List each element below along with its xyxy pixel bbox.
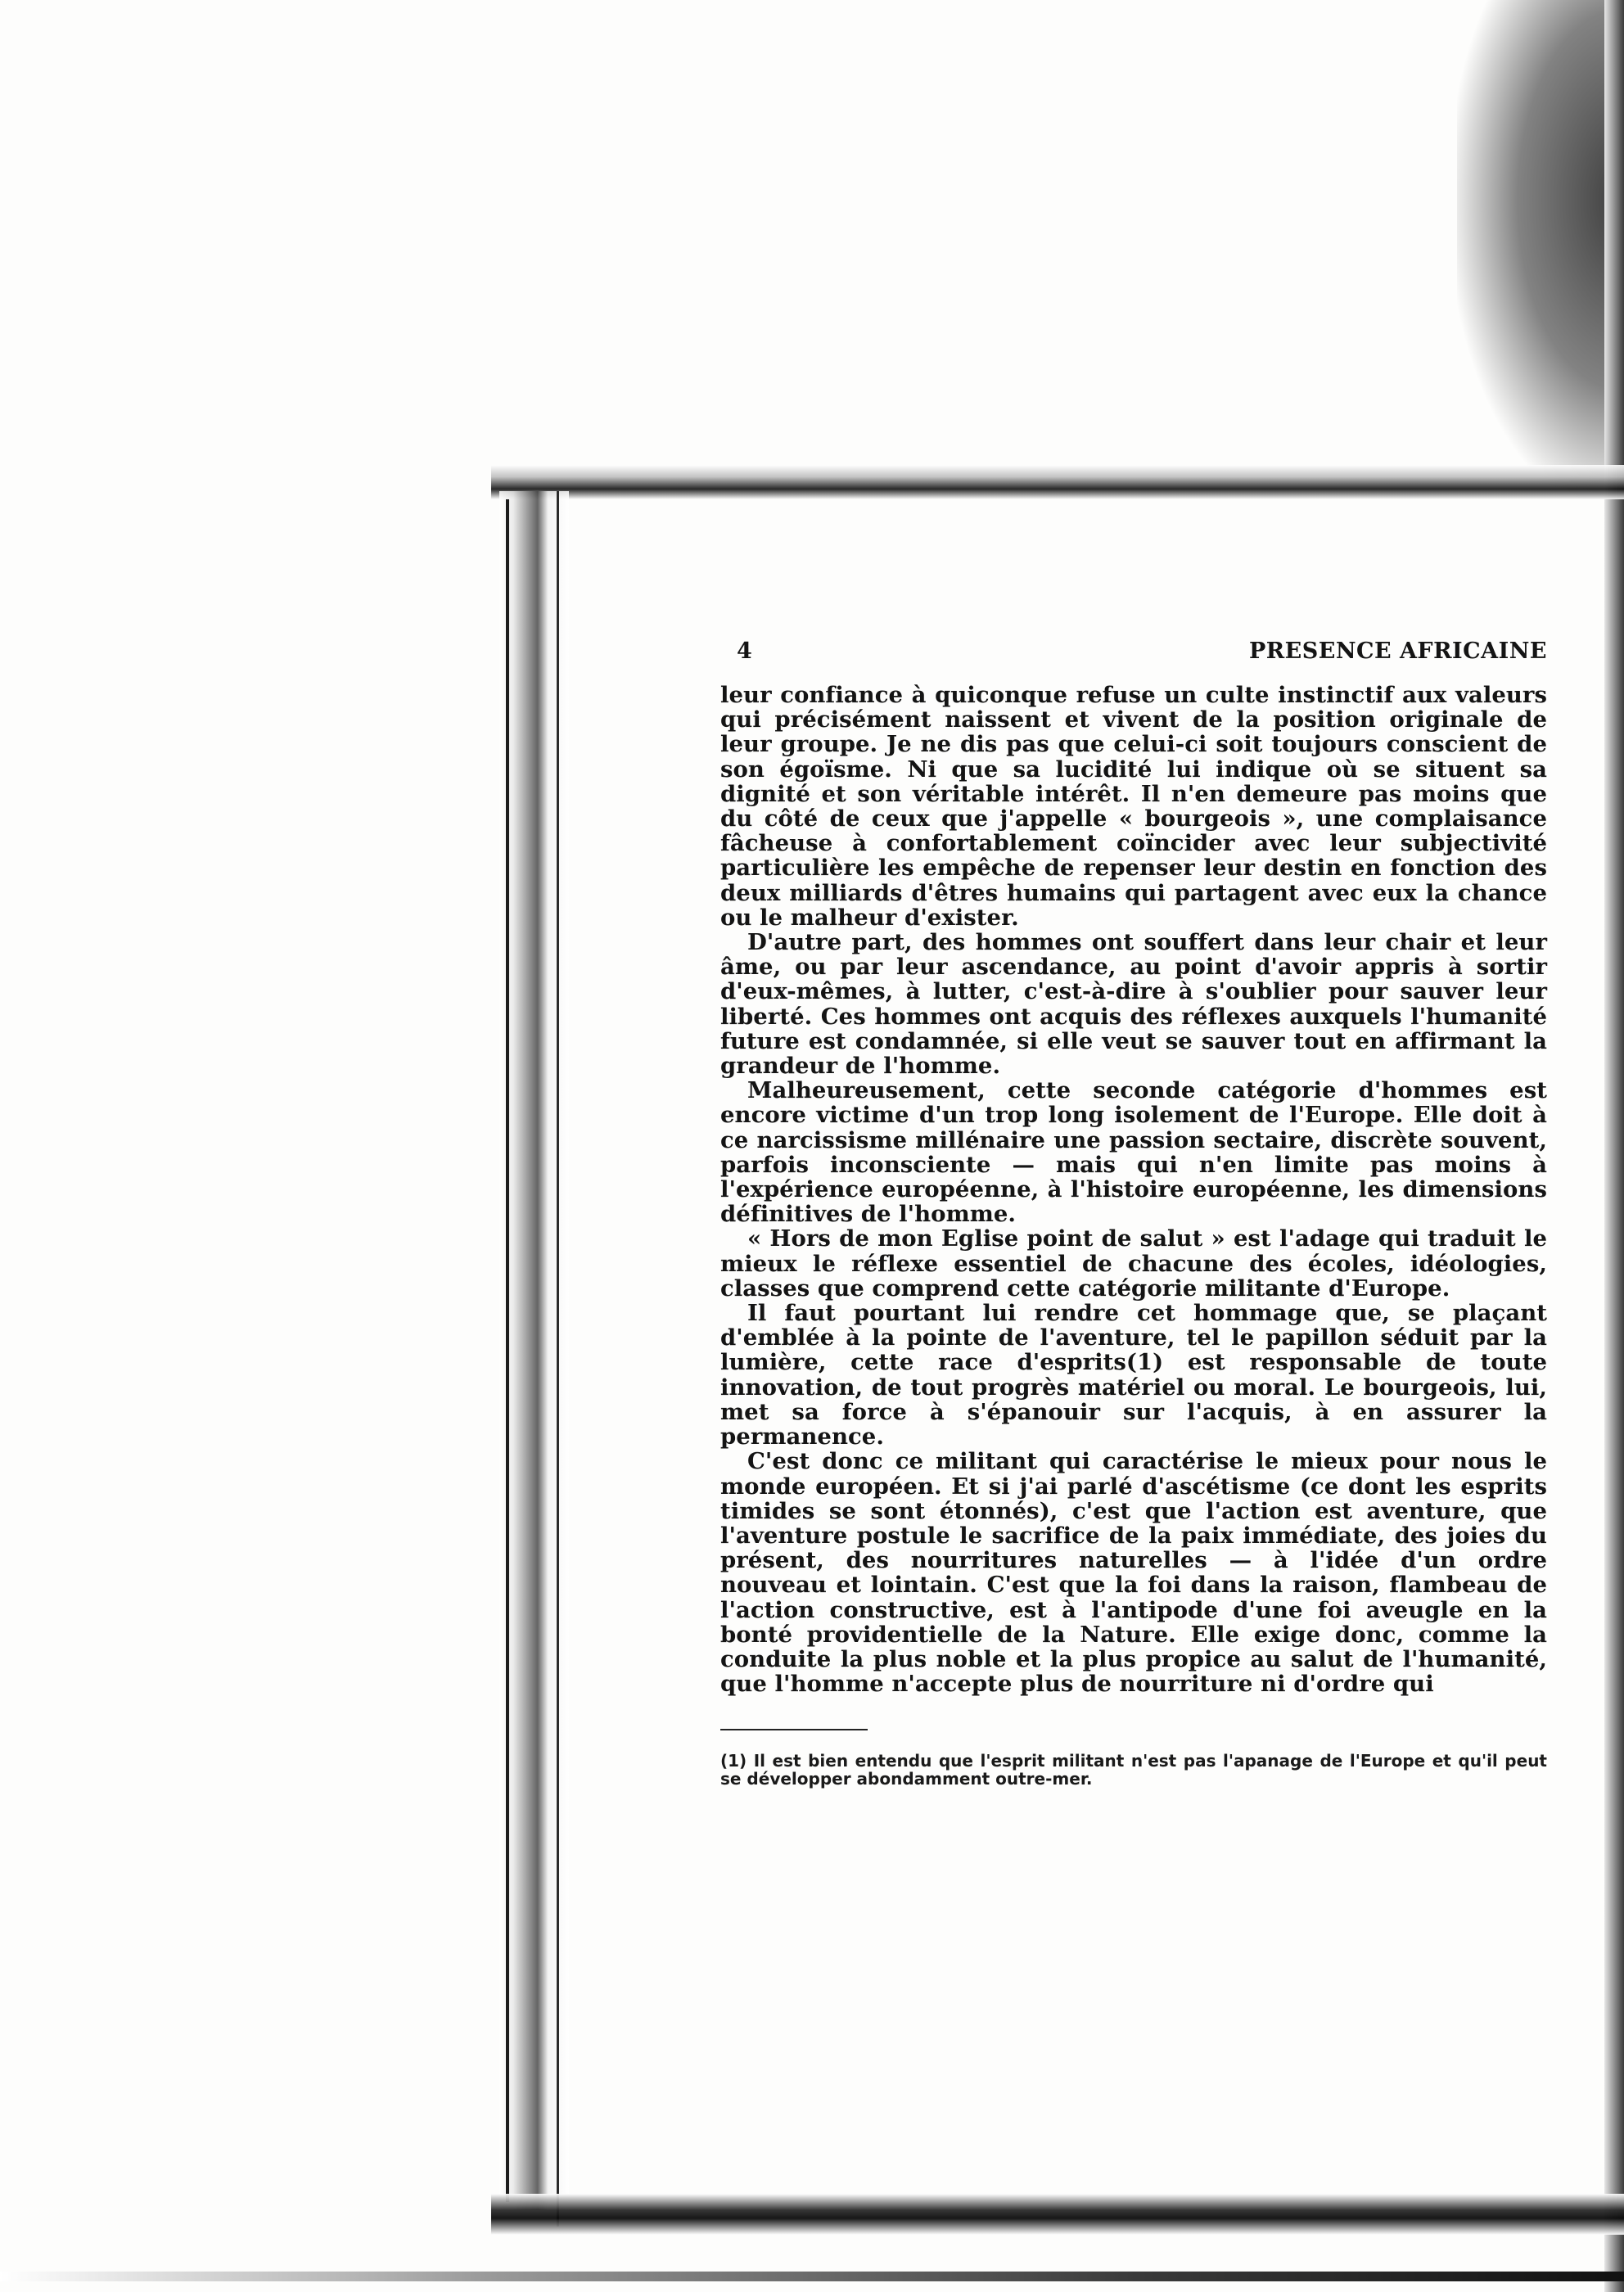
book-page: [720, 638, 1547, 1788]
body-text: [720, 683, 1547, 1696]
paragraph: Malheureusement, cette seconde catégorie d'hommes est encore victime d'un trop long isolement de l'Europe. Elle doit à ce narcissisme millénaire une passion sectaire, discrète souvent, parfois inconsciente — mais qui n'en limite pas moins à l'expérience européenne, à l'histoire européenne, les dimensions définitives de l'homme.: [720, 1077, 1547, 1228]
page-header: [720, 638, 1547, 676]
scan-right-edge: [1604, 0, 1624, 2292]
paragraph: C'est donc ce militant qui caractérise le mieux pour nous le monde européen. Et si j'ai parlé d'ascétisme (ce dont les esprits timides se sont étonnés), c'est que l'action est aventure, que l'aventure postule le sacrifice de la paix immédiate, des joies du présent, des nourritures naturelles — à l'idée d'un ordre nouveau et lointain. C'est que la foi dans la raison, flambeau de l'action constructive, est à l'antipode d'une foi aveugle en la bonté providentielle de la Nature. Elle exige donc, comme la conduite la plus noble et la plus propice au salut de l'humanité, que l'homme n'accepte plus de nourriture ni d'ordre qui: [720, 1448, 1547, 1698]
footnote: (1) Il est bien entendu que l'esprit militant n'est pas l'apanage de l'Europe et qu'il peut se développer abondamment outre-mer.: [720, 1751, 1547, 1789]
book-top-edge: [491, 465, 1624, 499]
footnote-rule: [720, 1729, 868, 1730]
binding-line: [506, 499, 509, 2202]
paragraph: leur confiance à quiconque refuse un culte instinctif aux valeurs qui précisément naissent et vivent de la position originale de leur groupe. Je ne dis pas que celui-ci soit toujours conscient de son égoïsme. Ni que sa lucidité lui indique où se situent sa dignité et son véritable intérêt. Il n'en demeure pas moins que du côté de ceux que j'appelle « bourgeois », une complaisance fâcheuse à confortablement coïncider avec leur subjectivité particulière les empêche de repenser leur destin en fonction des deux milliards d'êtres humains qui partagent avec eux la chance ou le malheur d'exister.: [720, 682, 1547, 931]
page-number: 4: [737, 638, 752, 664]
scan-bottom-strip: [0, 2272, 1624, 2281]
paragraph: « Hors de mon Eglise point de salut » est l'adage qui traduit le mieux le réflexe essentiel de chacune des écoles, idéologies, classes que comprend cette catégorie militante d'Europe.: [720, 1225, 1547, 1302]
paragraph: D'autre part, des hommes ont souffert dans leur chair et leur âme, ou par leur ascendance, au point d'avoir appris à sortir d'eux-mêmes, à lutter, c'est-à-dire à s'oublier pour sauver leur liberté. Ces hommes ont acquis des réflexes auxquels l'humanité future est condamnée, si elle veut se sauver tout en affirmant la grandeur de l'homme.: [720, 929, 1547, 1080]
book-bottom-edge: [491, 2194, 1624, 2235]
paragraph: Il faut pourtant lui rendre cet hommage que, se plaçant d'emblée à la pointe de l'aventure, tel le papillon séduit par la lumière, cette race d'esprits(1) est responsable de toute innovation, de tout progrès matériel ou moral. Le bourgeois, lui, met sa force à s'épanouir sur l'acquis, à en assurer la permanence.: [720, 1300, 1547, 1451]
binding-line: [557, 491, 559, 2227]
scan-corner-shadow: [1457, 0, 1624, 499]
running-title: PRESENCE AFRICAINE: [1248, 638, 1547, 664]
